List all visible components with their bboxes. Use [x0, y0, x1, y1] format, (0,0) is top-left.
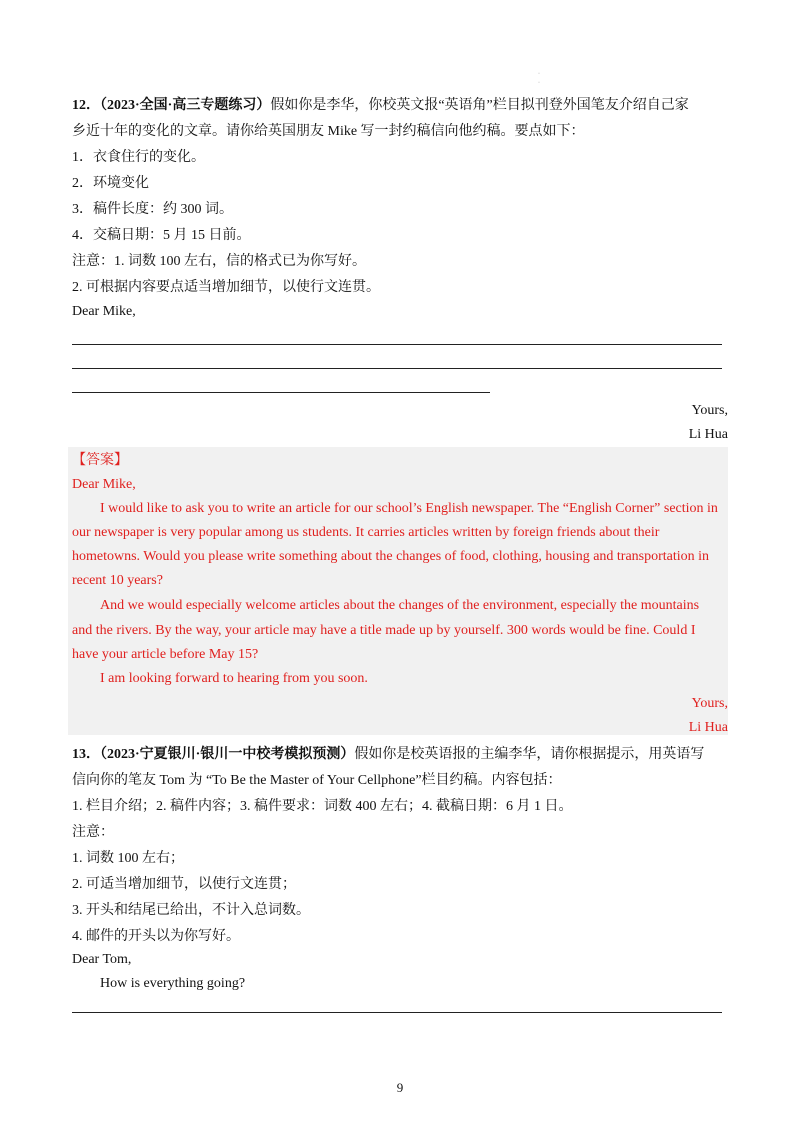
- q12-point-4: 4．交稿日期：5 月 15 日前。: [72, 228, 251, 243]
- q12-source: （2023·全国·高三专题练习）: [100, 98, 271, 113]
- answer-signature: Li Hua: [688, 720, 728, 735]
- q13-contents: 1. 栏目介绍；2. 稿件内容；3. 稿件要求：词数 400 左右；4. 截稿日期：6 月 1 日。: [72, 799, 573, 814]
- answer-line-p1-1: I would like to ask you to write an article for our school’s English newspaper. The “English Corner” section in: [100, 501, 718, 516]
- q12-note-1: 注意：1. 词数 100 左右，信的格式已为你写好。: [72, 254, 366, 269]
- q12-point-2: 2．环境变化: [72, 176, 149, 191]
- answer-line-p2-1: And we would especially welcome articles about the changes of the environment, especially the mountains: [100, 598, 700, 613]
- q13-prompt-line1: [72, 745, 704, 765]
- q12-note-2: 2. 可根据内容要点适当增加细节，以使行文连贯。: [72, 280, 380, 295]
- q12-prompt-line1: [72, 96, 689, 116]
- q13-opening: How is everything going?: [100, 976, 246, 991]
- q12-number: 12．: [72, 98, 100, 113]
- q13-note-2: 2. 可适当增加细节，以使行文连贯；: [72, 877, 296, 892]
- q12-signature: Li Hua: [688, 427, 728, 442]
- q13-note-4: 4. 邮件的开头以为你写好。: [72, 929, 240, 944]
- answer-line-p1-3: hometowns. Would you please write something about the changes of food, clothing, housing and transportation in: [72, 549, 710, 564]
- answer-line-1: [72, 344, 722, 345]
- answer-line-p1-4: recent 10 years?: [72, 573, 163, 588]
- q12-salutation: Dear Mike,: [72, 304, 136, 319]
- q12-point-1: 1．衣食住行的变化。: [72, 150, 205, 165]
- q12-closing: Yours,: [691, 403, 728, 418]
- answer-line-3: [72, 392, 490, 393]
- answer-tag: 【答案】: [72, 453, 128, 468]
- q13-source: （2023·宁夏银川·银川一中校考模拟预测）: [100, 747, 355, 762]
- answer-salutation: Dear Mike,: [72, 477, 136, 492]
- q13-prompt-line2: 信向你的笔友 Tom 为 “To Be the Master of Your Cellphone”栏目约稿。内容包括：: [72, 773, 562, 788]
- q13-number: 13．: [72, 747, 100, 762]
- scan-marks: · ·: [538, 71, 540, 86]
- q13-answer-line: [72, 1012, 722, 1013]
- q12-point-3: 3．稿件长度：约 300 词。: [72, 202, 233, 217]
- q13-prompt-text1: 假如你是校英语报的主编李华，请你根据提示，用英语写: [354, 747, 705, 762]
- q13-note-1: 1. 词数 100 左右；: [72, 851, 184, 866]
- answer-closing: Yours,: [691, 696, 728, 711]
- q13-salutation: Dear Tom,: [72, 952, 132, 967]
- q12-prompt-line2: 乡近十年的变化的文章。请你给英国朋友 Mike 写一封约稿信向他约稿。要点如下：: [72, 124, 585, 139]
- answer-line-p1-2: our newspaper is very popular among us students. It carries articles written by foreign friends about their: [72, 525, 660, 540]
- q13-note-3: 3. 开头和结尾已给出，不计入总词数。: [72, 903, 310, 918]
- answer-line-2: [72, 368, 722, 369]
- q13-note-label: 注意：: [72, 825, 114, 840]
- page-number: 9: [396, 1080, 404, 1095]
- answer-line-p2-2: and the rivers. By the way, your article may have a title made up by yourself. 300 words would be fine. Could I: [72, 623, 696, 638]
- answer-line-p2-3: have your article before May 15?: [72, 647, 259, 662]
- answer-line-p3-1: I am looking forward to hearing from you soon.: [100, 671, 368, 686]
- q12-prompt-text1: 假如你是李华，你校英文报“英语角”栏目拟刊登外国笔友介绍自己家: [270, 98, 689, 113]
- answer-box: [68, 447, 728, 735]
